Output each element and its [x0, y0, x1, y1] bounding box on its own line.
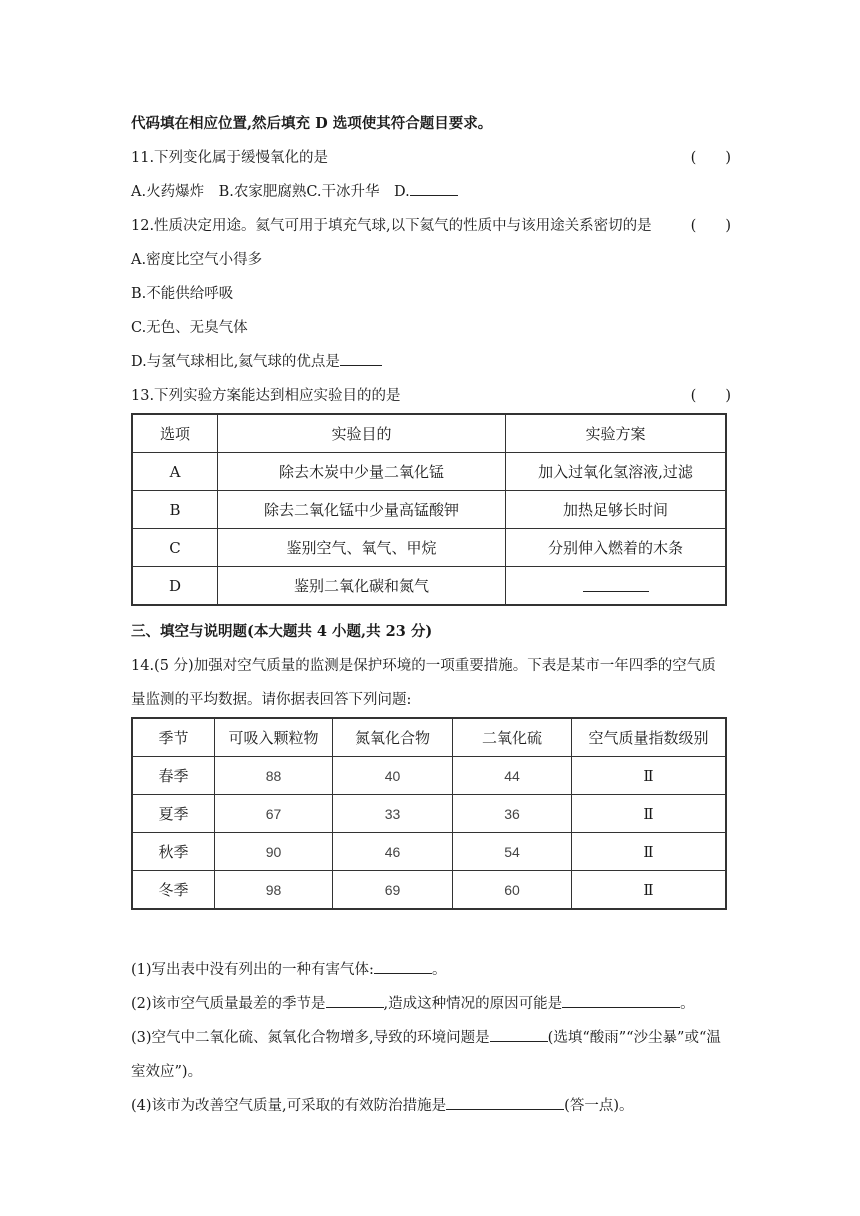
q14-sub4-end: (答一点)。	[564, 1098, 634, 1114]
q11-d-blank[interactable]	[410, 181, 458, 197]
table-header: 季节	[132, 718, 215, 757]
q14-sub3-continuation: 室效应”)。	[131, 1064, 203, 1080]
q12-option-a: A.密度比空气小得多	[131, 252, 263, 268]
q12-option-d	[131, 350, 382, 371]
table-cell: 44	[453, 757, 572, 795]
table-cell: A	[132, 453, 218, 491]
table-cell: D	[132, 567, 218, 606]
q12-option-c: C.无色、无臭气体	[131, 320, 248, 336]
table-cell: 33	[333, 795, 453, 833]
table-header: 选项	[132, 414, 218, 453]
table-row	[132, 491, 726, 529]
q12-stem: 12.性质决定用途。氦气可用于填充气球,以下氦气的性质中与该用途关系密切的是	[131, 218, 652, 234]
q14-sub2-middle: ,造成这种情况的原因可能是	[383, 996, 563, 1012]
table-row	[132, 757, 726, 795]
q11-options	[131, 180, 458, 201]
q14-sub3-text: (3)空气中二氧化硫、氮氧化合物增多,导致的环境问题是	[131, 1030, 490, 1046]
table-cell: 分别伸入燃着的木条	[506, 529, 727, 567]
table-header: 实验方案	[506, 414, 727, 453]
q14-sub2-blank2[interactable]	[562, 993, 680, 1009]
table-row	[132, 567, 726, 606]
q14-air-quality-table	[131, 717, 727, 910]
table-cell: 60	[453, 871, 572, 910]
table-cell: C	[132, 529, 218, 567]
table-header-row	[132, 414, 726, 453]
q14-sub3-options: (选填“酸雨”“沙尘暴”或“温	[547, 1030, 721, 1046]
table-cell: Ⅱ	[572, 795, 727, 833]
q14-sub1	[131, 958, 446, 979]
q12-answer-paren: ( )	[690, 218, 731, 234]
q14-sub4-blank[interactable]	[446, 1095, 564, 1111]
q14-sub2-blank1[interactable]	[326, 993, 384, 1009]
q11-stem: 11.下列变化属于缓慢氧化的是	[131, 150, 329, 166]
q14-sub3	[131, 1026, 721, 1047]
table-cell: 鉴别空气、氧气、甲烷	[218, 529, 506, 567]
table-cell: Ⅱ	[572, 833, 727, 871]
table-header: 空气质量指数级别	[572, 718, 727, 757]
table-header: 实验目的	[218, 414, 506, 453]
q14-sub2-text: (2)该市空气质量最差的季节是	[131, 996, 326, 1012]
q14-sub1-text: (1)写出表中没有列出的一种有害气体:	[131, 962, 374, 978]
table-row	[132, 529, 726, 567]
table-cell: 98	[215, 871, 333, 910]
q14-sub4	[131, 1094, 633, 1115]
q11-answer-paren: ( )	[690, 150, 731, 166]
table-row	[132, 833, 726, 871]
q13-d-blank[interactable]	[583, 576, 649, 592]
table-cell: 90	[215, 833, 333, 871]
q12-option-b: B.不能供给呼吸	[131, 286, 234, 302]
table-cell: 夏季	[132, 795, 215, 833]
table-cell: Ⅱ	[572, 871, 727, 910]
table-cell: 冬季	[132, 871, 215, 910]
table-header: 氮氧化合物	[333, 718, 453, 757]
table-header: 可吸入颗粒物	[215, 718, 333, 757]
table-cell: 69	[333, 871, 453, 910]
q14-sub1-end: 。	[431, 962, 447, 978]
q13-experiment-table	[131, 413, 727, 606]
q14-sub3-blank[interactable]	[490, 1027, 548, 1043]
table-cell: 加热足够长时间	[506, 491, 727, 529]
section-heading: 三、填空与说明题(本大题共 4 小题,共 23 分)	[131, 623, 433, 640]
table-cell: Ⅱ	[572, 757, 727, 795]
table-cell: 67	[215, 795, 333, 833]
table-row	[132, 795, 726, 833]
q14-sub4-text: (4)该市为改善空气质量,可采取的有效防治措施是	[131, 1098, 447, 1114]
table-header: 二氧化硫	[453, 718, 572, 757]
table-row	[132, 453, 726, 491]
table-cell: 88	[215, 757, 333, 795]
q12-d-blank[interactable]	[340, 351, 382, 367]
table-cell: 秋季	[132, 833, 215, 871]
table-row	[132, 871, 726, 910]
q14-stem-line1: 14.(5 分)加强对空气质量的监测是保护环境的一项重要措施。下表是某市一年四季的空气质	[131, 658, 716, 674]
q11-options-text: A.火药爆炸 B.农家肥腐熟C.干冰升华 D.	[131, 184, 410, 200]
table-cell: B	[132, 491, 218, 529]
table-cell: 加入过氧化氢溶液,过滤	[506, 453, 727, 491]
q13-answer-paren: ( )	[690, 388, 731, 404]
table-cell: 除去木炭中少量二氧化锰	[218, 453, 506, 491]
q14-sub1-blank[interactable]	[374, 959, 432, 975]
table-cell: 鉴别二氧化碳和氮气	[218, 567, 506, 606]
instruction-text: 代码填在相应位置,然后填充 D 选项使其符合题目要求。	[131, 115, 493, 132]
table-cell: 除去二氧化锰中少量高锰酸钾	[218, 491, 506, 529]
q14-sub2	[131, 992, 695, 1013]
table-cell: 40	[333, 757, 453, 795]
table-cell-blank[interactable]	[506, 567, 727, 606]
table-header-row	[132, 718, 726, 757]
table-cell: 54	[453, 833, 572, 871]
table-cell: 春季	[132, 757, 215, 795]
q12-option-d-text: D.与氢气球相比,氦气球的优点是	[131, 354, 340, 370]
q14-stem-line2: 量监测的平均数据。请你据表回答下列问题:	[131, 692, 412, 708]
q14-sub2-end: 。	[680, 996, 695, 1012]
q13-stem: 13.下列实验方案能达到相应实验目的的是	[131, 388, 401, 404]
table-cell: 46	[333, 833, 453, 871]
table-cell: 36	[453, 795, 572, 833]
